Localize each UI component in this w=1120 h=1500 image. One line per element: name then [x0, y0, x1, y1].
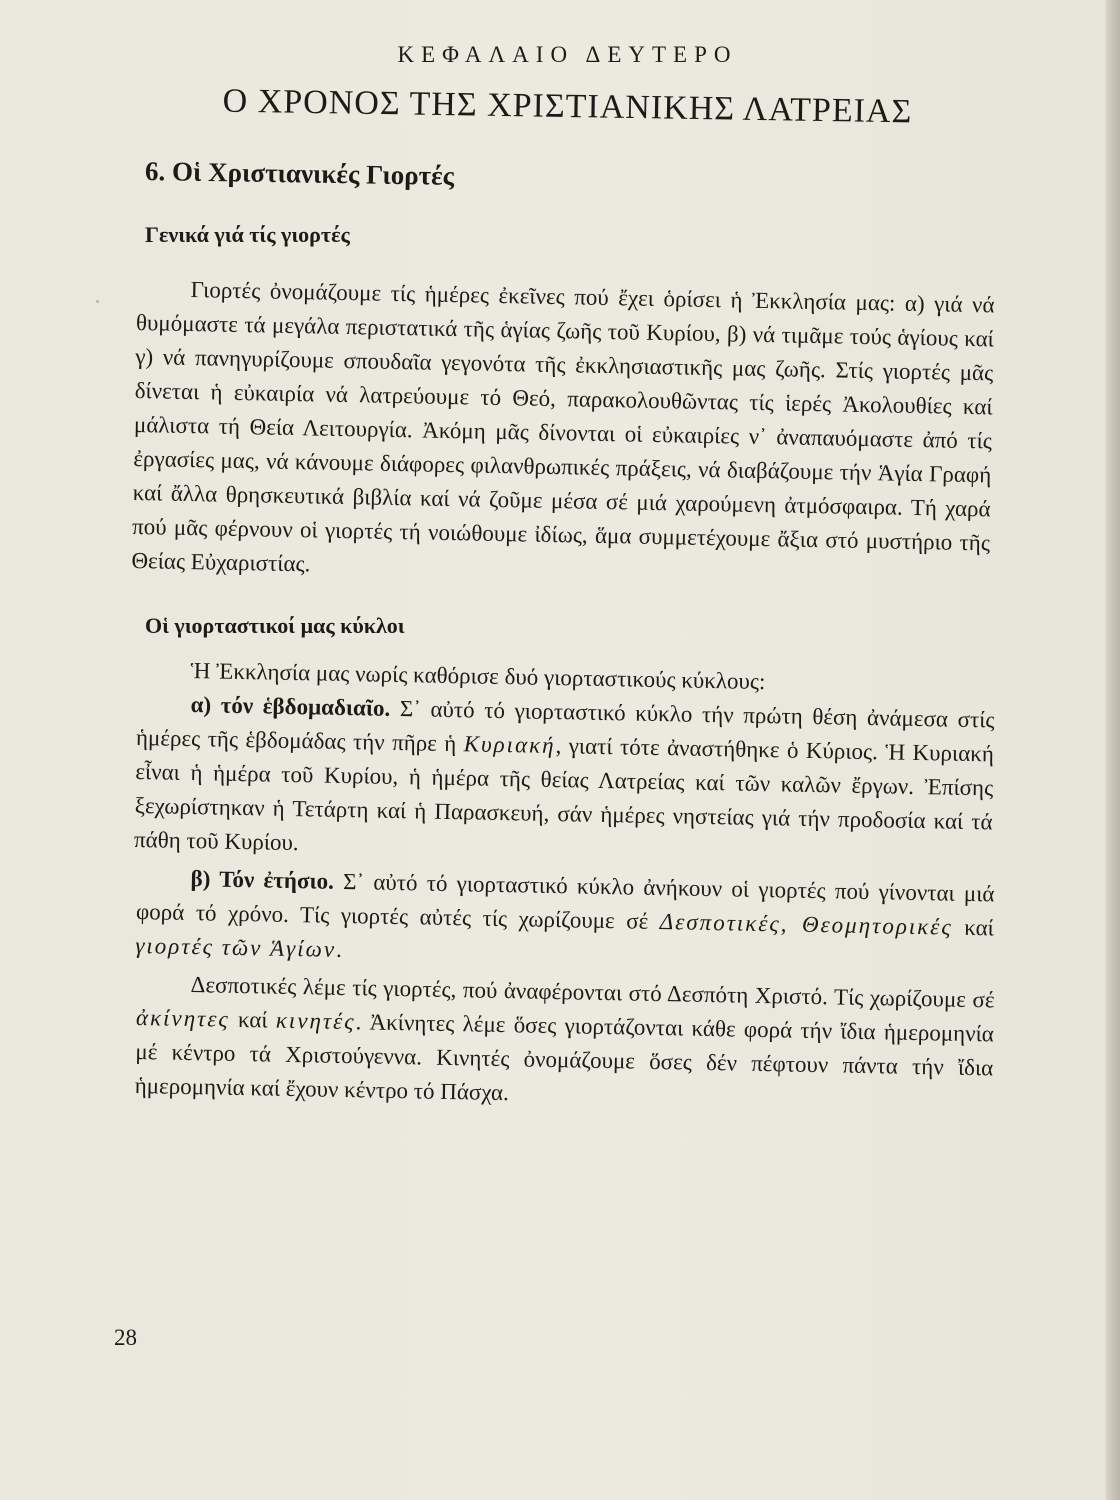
- section-number: 6.: [144, 156, 166, 187]
- paragraph-weekly-cycle: [134, 687, 995, 873]
- despotic-text-3: . Ἀκίνητες λέμε ὅσες γιορτάζονται κάθε φορά τήν ἴδια ἡμερομηνία μέ κέντρο τά Χριστούγεννα. Κινητές ὀνομάζουμε ὅσες δέν πέφτουν πάντα τήν ἴδια ἡμερομηνία καί ἔχουν κέντρο τό Πάσχα.: [134, 1009, 995, 1106]
- annual-cycle-emphasis-2: γιορτές τῶν Ἁγίων: [135, 932, 337, 962]
- section-title: Οἱ Χριστιανικές Γιορτές: [171, 156, 455, 191]
- subsection-heading-general: Γενικά γιά τίς γιορτές: [145, 222, 350, 247]
- paper-speck: [96, 300, 99, 303]
- weekly-cycle-text: Σ᾽ αὐτό τό γιορταστικό κύκλο τήν πρώτη θέση ἀνάμεσα στίς ἡμέρες τῆς ἑβδομάδας τήν πῆρε ἡ: [135, 695, 995, 757]
- annual-cycle-emphasis: Δεσποτικές, Θεομητορικές: [659, 909, 953, 940]
- despotic-emphasis-2: κινητές: [275, 1007, 356, 1035]
- page-edge: [1106, 0, 1120, 1500]
- despotic-text: Δεσποτικές λέμε τίς γιορτές, πού ἀναφέρονται στό Δεσπότη Χριστό. Τίς χωρίζουμε σέ: [190, 972, 995, 1013]
- paragraph-annual-cycle: [135, 861, 995, 979]
- annual-cycle-label: β) Τόν ἐτήσιο.: [190, 866, 335, 894]
- subsection-heading-cycles: Οἱ γιορταστικοί μας κύκλοι: [145, 613, 405, 638]
- paragraph-general: Γιορτές ὀνομάζουμε τίς ἡμέρες ἐκεῖνες πού ἔχει ὁρίσει ἡ Ἐκκλησία μας: α) γιά νά θυμόμαστε τά μεγάλα περιστατικά τῆς ἁγίας ζωῆς τοῦ Κυρίου, β) νά τιμᾶμε τούς ἁγίους καί γ) νά πανηγυρίζουμε σπουδαῖα γεγονότα τῆς ἐκκλησιαστικῆς μας ζωῆς. Στίς γιορτές μᾶς δίνεται ἡ εὐκαιρία νά λατρεύουμε τό Θεό, παρακολουθῶντας τίς ἱερές Ἀκολουθίες καί μάλιστα τή Θεία Λειτουργία. Ἀκόμη μᾶς δίνονται οἱ εὐκαιρίες ν᾽ ἀναπαυόμαστε ἀπό τίς ἐργασίες μας, νά κάνουμε διάφορες φιλανθρωπικές πράξεις, νά διαβάζουμε τήν Ἁγία Γραφή καί ἄλλα θρησκευτικά βιβλία καί νά ζοῦμε μέσα σέ μιά χαρούμενη ἀτμόσφαιρα. Τή χαρά πού μᾶς φέρνουν οἱ γιορτές τή νοιώθουμε ἰδίως, ἅμα συμμετέχουμε ἄξια στό μυστήριο τῆς Θείας Εὐχαριστίας.: [131, 277, 995, 577]
- weekly-cycle-label: α) τόν ἑβδομαδιαῖο.: [190, 692, 391, 721]
- despotic-text-2: καί: [229, 1006, 277, 1033]
- page-title: Ο ΧΡΟΝΟΣ ΤΗΣ ΧΡΙΣΤΙΑΝΙΚΗΣ ΛΑΤΡΕΙΑΣ: [222, 82, 913, 131]
- page-number: 28: [114, 1325, 137, 1350]
- paragraph-despotic-feasts: [134, 967, 994, 1119]
- annual-cycle-text: Σ᾽ αὐτό τό γιορταστικό κύκλο ἀνήκουν οἱ γιορτές πού γίνονται μιά φορά τό χρόνο. Τίς γιορτές αὐτές τίς χωρίζουμε σέ: [135, 868, 995, 935]
- section-heading: [145, 156, 995, 200]
- annual-cycle-text-2: καί: [952, 914, 995, 941]
- weekly-cycle-emphasis: Κυριακή: [463, 731, 556, 759]
- paragraph-cycles-intro: Ἡ Ἐκκλησία μας νωρίς καθόρισε δυό γιορταστικούς κύκλους:: [190, 658, 766, 695]
- despotic-emphasis: ἀκίνητες: [135, 1004, 231, 1032]
- weekly-cycle-text-2: , γιατί τότε ἀναστήθηκε ὁ Κύριος. Ἡ Κυριακή εἶναι ἡ ἡμέρα τοῦ Κυρίου, ἡ ἡμέρα τῆς θείας Λατρείας καί τῶν καλῶν ἔργων. Ἐπίσης ξεχωρίστηκαν ἡ Τετάρτη καί ἡ Παρασκευή, σάν ἡμέρες νηστείας γιά τήν προδοσία καί τά πάθη τοῦ Κυρίου.: [133, 733, 995, 856]
- annual-cycle-text-3: .: [335, 936, 343, 962]
- chapter-heading: ΚΕΦΑΛΑΙΟ ΔΕΥΤΕΡΟ: [397, 42, 738, 67]
- page-content: [115, 40, 995, 1106]
